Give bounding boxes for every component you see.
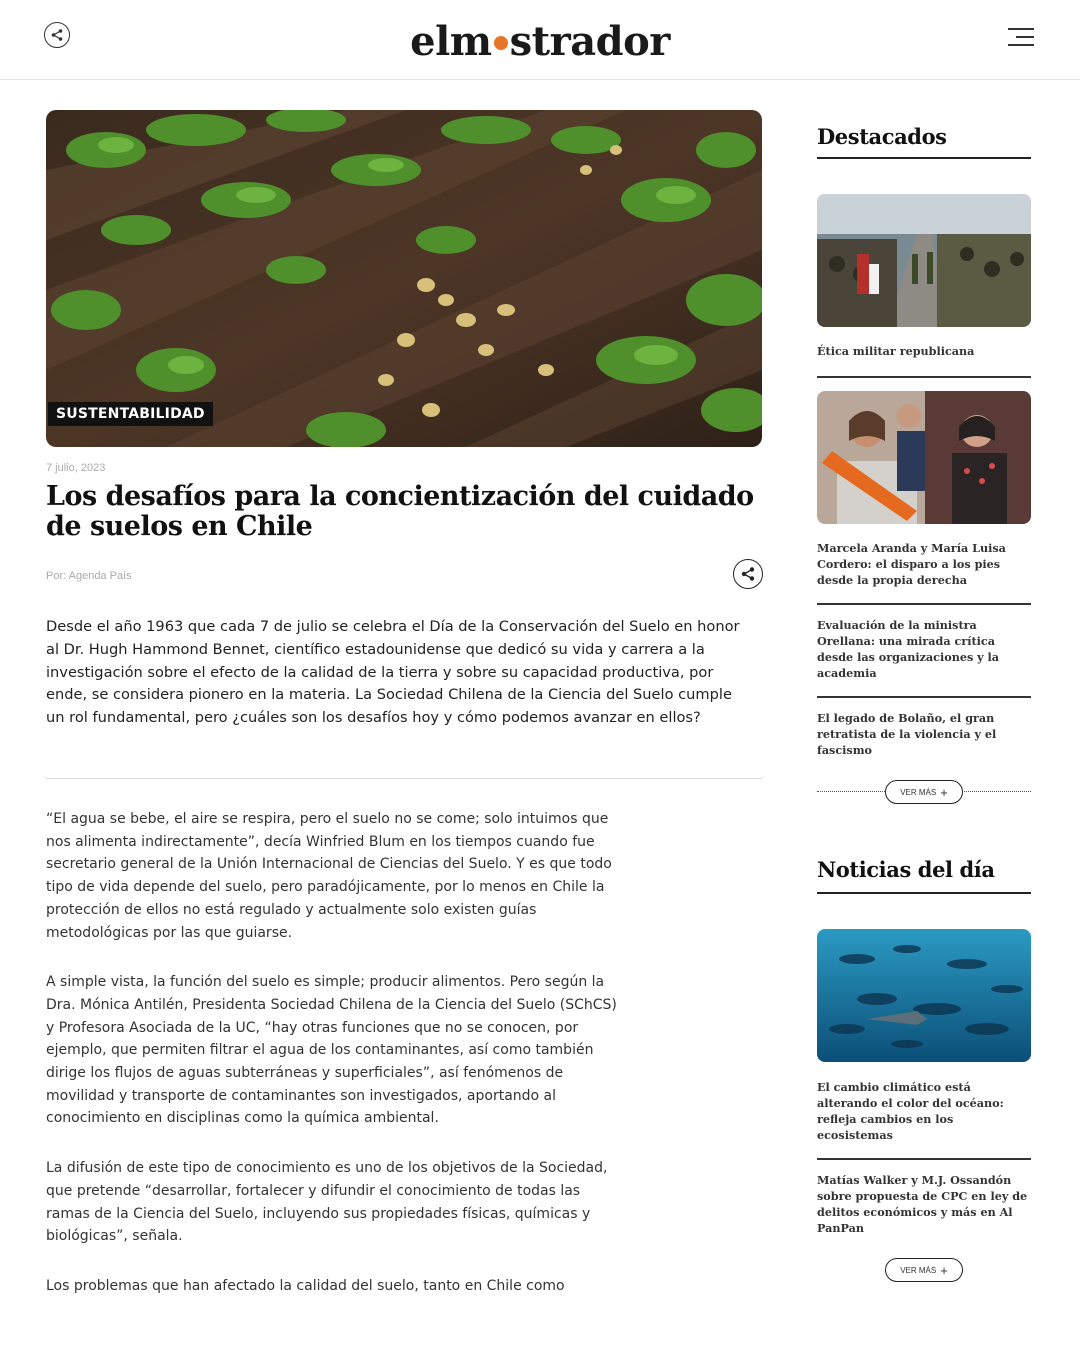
featured-title-rule <box>817 157 1031 159</box>
menu-button[interactable] <box>1008 26 1034 48</box>
share-icon <box>740 566 756 582</box>
featured-thumb-1[interactable] <box>817 194 1031 327</box>
featured-separator <box>817 603 1031 605</box>
featured-more-row <box>817 780 1031 804</box>
article-title: Los desafíos para la concientización del cuidado de suelos en Chile <box>46 481 754 542</box>
featured-link-2[interactable]: Marcela Aranda y María Luisa Cordero: el disparo a los pies desde la propia derecha <box>817 541 1006 587</box>
news-see-more-button[interactable]: VER MÁS + <box>885 1258 963 1282</box>
menu-line <box>1016 36 1034 38</box>
featured-thumb-2[interactable] <box>817 391 1031 524</box>
body-paragraph: La difusión de este tipo de conocimiento es uno de los objetivos de la Sociedad, que pretende “desarrollar, fortalecer y difundir el conocimiento de todas las ramas de la Ciencia del Suelo, incluyendo sus propiedades físicas, químicas y biológicas”, señala. <box>46 1160 608 1245</box>
featured-section-title: Destacados <box>817 124 947 149</box>
logo-dot <box>494 36 508 50</box>
article-lead: Desde el año 1963 que cada 7 de julio se celebra el Día de la Conservación del Suelo en honor al Dr. Hugh Hammond Bennet, científico estadounidense que dedicó su vida y carrera a la investigación sobre el efecto de la calidad de la tierra y sobre su capacidad productiva, por ende, se considera pionero en la materia. La Sociedad Chilena de la Ciencia del Suelo cumple un rol fundamental, pero ¿cuáles son los desafíos hoy y cómo podemos avanzar en ellos? <box>46 618 740 727</box>
news-separator <box>817 1158 1031 1160</box>
article-share-button[interactable] <box>733 559 763 589</box>
category-badge[interactable]: SUSTENTABILIDAD <box>48 402 213 426</box>
plus-icon: + <box>940 1262 948 1278</box>
news-more-row <box>817 1258 1031 1282</box>
featured-link-4[interactable]: El legado de Bolaño, el gran retratista de la violencia y el fascismo <box>817 711 997 757</box>
featured-separator <box>817 696 1031 698</box>
site-logo[interactable]: elm strador <box>410 18 670 65</box>
news-thumb-1[interactable] <box>817 929 1031 1062</box>
body-paragraph: Los problemas que han afectado la calidad del suelo, tanto en Chile como <box>46 1277 565 1294</box>
news-link-1[interactable]: El cambio climático está alterando el color del océano: refleja cambios en los ecosistemas <box>817 1080 1004 1142</box>
article-date: 7 julio, 2023 <box>46 462 106 474</box>
hamburger-menu-icon <box>1008 28 1034 30</box>
article-hero-image <box>46 110 762 447</box>
body-paragraph: “El agua se bebe, el aire se respira, pero el suelo no se come; solo intuimos que nos alimenta indirectamente”, decía Winfried Blum en los tiempos cuando fue secretario general de la Unión Internacional de Ciencias del Suelo. Y es que todo tipo de vida depende del suelo, pero paradójicamente, por lo menos en Chile la protección de ellos no está regulado y actualmente solo existen guías metodológicas por las que guiarse. <box>46 811 612 941</box>
article-author[interactable]: Por: Agenda País <box>46 570 132 582</box>
body-paragraph: A simple vista, la función del suelo es simple; producir alimentos. Pero según la Dra. Mónica Antilén, Presidenta Sociedad Chilena de la Ciencia del Suelo (SChCS) y Profesora Asociada de la UC, “hay otras funciones que no se conocen, por ejemplo, que permiten filtrar el agua de los contaminantes, así como también dirige los flujos de aguas subterráneas y superficiales”, así fenómenos de movilidad y transporte de contaminantes son investigados, aportando al conocimiento en disciplinas como la química ambiental. <box>46 974 617 1127</box>
featured-link-3[interactable]: Evaluación de la ministra Orellana: una mirada crítica desde las organizaciones y la academia <box>817 618 1000 680</box>
article-body <box>46 808 621 1325</box>
site-header <box>0 0 1080 80</box>
news-title-rule <box>817 892 1031 894</box>
featured-see-more-button[interactable]: VER MÁS + <box>885 780 963 804</box>
featured-separator <box>817 376 1031 378</box>
menu-line <box>1008 44 1034 46</box>
news-section-title: Noticias del día <box>817 857 995 882</box>
featured-link-1[interactable]: Ética militar republicana <box>817 344 975 358</box>
article-divider <box>46 778 762 779</box>
plus-icon: + <box>940 784 948 800</box>
news-link-2[interactable]: Matías Walker y M.J. Ossandón sobre propuesta de CPC en ley de delitos económicos y más en Al PanPan <box>817 1173 1028 1235</box>
